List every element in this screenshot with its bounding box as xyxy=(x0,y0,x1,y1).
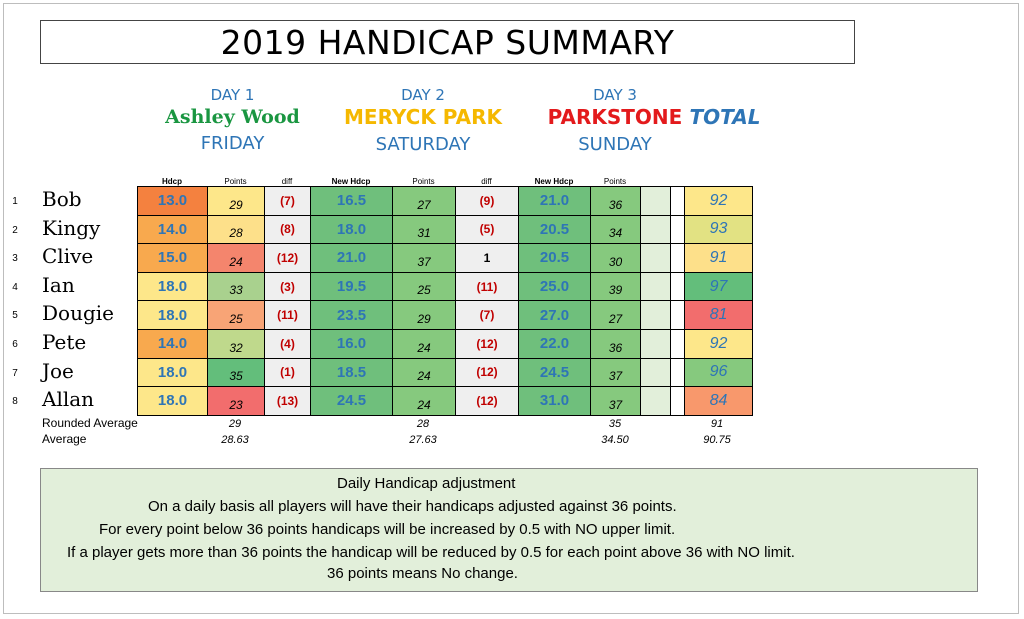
rules-line-4: 36 points means No change. xyxy=(327,565,518,582)
hdcp-cell: 18.0 xyxy=(137,358,208,388)
points-day2-cell: 37 xyxy=(392,243,456,273)
points-day1-cell: 35 xyxy=(207,358,265,388)
points-day3-cell: 37 xyxy=(590,386,641,416)
divider-cell xyxy=(670,243,685,273)
new-hdcp-day3-cell: 20.5 xyxy=(518,215,591,245)
points-day3-cell: 36 xyxy=(590,329,641,359)
points-day1-cell: 28 xyxy=(207,215,265,245)
blank-cell xyxy=(640,186,671,216)
points-day2-cell: 31 xyxy=(392,215,456,245)
hdcp-cell: 18.0 xyxy=(137,272,208,302)
divider-cell xyxy=(670,300,685,330)
total-cell: 81 xyxy=(684,300,753,330)
day3-venue: PARKSTONE xyxy=(547,105,683,129)
diff-day2-cell: (9) xyxy=(455,186,519,216)
day2-venue: MERYCK PARK xyxy=(344,105,502,129)
day2-label: DAY 2 xyxy=(401,86,445,104)
divider-cell xyxy=(670,329,685,359)
day1-header xyxy=(160,86,305,154)
new-hdcp-day3-cell: 25.0 xyxy=(518,272,591,302)
day2-header xyxy=(338,86,508,155)
points-day3-cell: 27 xyxy=(590,300,641,330)
player-name: Joe xyxy=(42,358,74,383)
row-number: 4 xyxy=(12,281,18,293)
handicap-rules-box xyxy=(40,468,978,592)
rounded-average-label: Rounded Average xyxy=(42,416,138,430)
col-header-diff-1: diff xyxy=(281,177,293,186)
rules-line-2: For every point below 36 points handicaps will be increased by 0.5 with NO upper limit. xyxy=(99,521,676,538)
blank-cell xyxy=(640,358,671,388)
points-day1-cell: 32 xyxy=(207,329,265,359)
new-hdcp-day3-cell: 21.0 xyxy=(518,186,591,216)
divider-cell xyxy=(670,386,685,416)
diff-day1-cell: (11) xyxy=(264,300,311,330)
rounded-average-day2: 28 xyxy=(416,418,430,430)
hdcp-cell: 15.0 xyxy=(137,243,208,273)
rounded-average-day1: 29 xyxy=(228,418,242,430)
diff-day1-cell: (7) xyxy=(264,186,311,216)
new-hdcp-day3-cell: 22.0 xyxy=(518,329,591,359)
new-hdcp-day3-cell: 20.5 xyxy=(518,243,591,273)
row-number: 5 xyxy=(12,310,18,322)
divider-cell xyxy=(670,215,685,245)
new-hdcp-day2-cell: 24.5 xyxy=(310,386,393,416)
day1-label: DAY 1 xyxy=(210,86,255,104)
row-number: 2 xyxy=(12,224,18,236)
diff-day1-cell: (8) xyxy=(264,215,311,245)
points-day1-cell: 25 xyxy=(207,300,265,330)
diff-day2-cell: (5) xyxy=(455,215,519,245)
new-hdcp-day3-cell: 27.0 xyxy=(518,300,591,330)
points-day3-cell: 30 xyxy=(590,243,641,273)
player-name: Allan xyxy=(42,387,95,412)
player-name: Ian xyxy=(42,272,75,297)
hdcp-cell: 13.0 xyxy=(137,186,208,216)
col-header-points-2: Points xyxy=(412,177,435,186)
diff-day2-cell: (12) xyxy=(455,358,519,388)
points-day3-cell: 39 xyxy=(590,272,641,302)
total-header: TOTAL xyxy=(689,105,761,129)
col-header-new-hdcp-2: New Hdcp xyxy=(331,177,371,186)
points-day2-cell: 27 xyxy=(392,186,456,216)
row-number: 6 xyxy=(12,339,18,350)
day2-weekday: SATURDAY xyxy=(375,134,471,155)
diff-day2-cell: 1 xyxy=(455,243,519,273)
divider-cell xyxy=(670,272,685,302)
points-day2-cell: 25 xyxy=(392,272,456,302)
row-number: 3 xyxy=(12,253,18,265)
total-cell: 92 xyxy=(684,329,753,359)
hdcp-cell: 18.0 xyxy=(137,300,208,330)
rounded-average-day3: 35 xyxy=(608,418,622,430)
hdcp-cell: 14.0 xyxy=(137,329,208,359)
divider-cell xyxy=(670,358,685,388)
average-day1: 28.63 xyxy=(221,434,249,446)
new-hdcp-day2-cell: 23.5 xyxy=(310,300,393,330)
blank-cell xyxy=(640,386,671,416)
new-hdcp-day3-cell: 24.5 xyxy=(518,358,591,388)
points-day3-cell: 37 xyxy=(590,358,641,388)
title-box xyxy=(40,20,855,64)
row-number: 7 xyxy=(12,367,18,379)
col-header-points-3: Points xyxy=(603,177,627,186)
hdcp-cell: 14.0 xyxy=(137,215,208,245)
new-hdcp-day2-cell: 16.5 xyxy=(310,186,393,216)
new-hdcp-day2-cell: 18.5 xyxy=(310,358,393,388)
handicap-table xyxy=(137,186,752,416)
col-header-new-hdcp-3: New Hdcp xyxy=(534,177,574,186)
average-total: 90.75 xyxy=(703,434,731,446)
new-hdcp-day2-cell: 19.5 xyxy=(310,272,393,302)
diff-day1-cell: (4) xyxy=(264,329,311,359)
day3-header xyxy=(540,86,690,155)
points-day1-cell: 29 xyxy=(207,186,265,216)
total-cell: 91 xyxy=(684,243,753,273)
points-day3-cell: 36 xyxy=(590,186,641,216)
col-header-points-1: Points xyxy=(224,177,247,186)
blank-cell xyxy=(640,272,671,302)
new-hdcp-day2-cell: 21.0 xyxy=(310,243,393,273)
points-day2-cell: 24 xyxy=(392,329,456,359)
total-cell: 96 xyxy=(684,358,753,388)
player-name: Pete xyxy=(42,330,87,354)
day3-label: DAY 3 xyxy=(593,86,637,104)
col-header-hdcp: Hdcp xyxy=(162,177,182,186)
new-hdcp-day2-cell: 18.0 xyxy=(310,215,393,245)
day1-weekday: FRIDAY xyxy=(200,133,265,154)
total-cell: 97 xyxy=(684,272,753,302)
blank-cell xyxy=(640,215,671,245)
total-cell: 93 xyxy=(684,215,753,245)
points-day1-cell: 23 xyxy=(207,386,265,416)
points-day2-cell: 29 xyxy=(392,300,456,330)
hdcp-cell: 18.0 xyxy=(137,386,208,416)
average-label: Average xyxy=(42,432,87,446)
points-day1-cell: 24 xyxy=(207,243,265,273)
rules-line-3: If a player gets more than 36 points the handicap will be reduced by 0.5 for each point above 36 with NO limit. xyxy=(67,544,795,561)
row-number: 8 xyxy=(12,396,18,408)
blank-cell xyxy=(640,243,671,273)
blank-cell xyxy=(640,300,671,330)
diff-day2-cell: (12) xyxy=(455,386,519,416)
rules-line-1: On a daily basis all players will have their handicaps adjusted against 36 points. xyxy=(148,498,677,515)
rounded-average-total: 91 xyxy=(710,418,724,430)
day3-weekday: SUNDAY xyxy=(578,134,652,155)
player-name: Clive xyxy=(42,244,94,269)
blank-cell xyxy=(640,329,671,359)
new-hdcp-day3-cell: 31.0 xyxy=(518,386,591,416)
average-day2: 27.63 xyxy=(409,434,437,446)
player-name: Dougie xyxy=(42,301,114,326)
day1-venue: Ashley Wood xyxy=(165,106,300,128)
diff-day2-cell: (11) xyxy=(455,272,519,302)
diff-day2-cell: (7) xyxy=(455,300,519,330)
diff-day1-cell: (3) xyxy=(264,272,311,302)
total-cell: 92 xyxy=(684,186,753,216)
diff-day1-cell: (1) xyxy=(264,358,311,388)
page-title: 2019 HANDICAP SUMMARY xyxy=(220,23,675,62)
points-day2-cell: 24 xyxy=(392,358,456,388)
diff-day1-cell: (12) xyxy=(264,243,311,273)
points-day3-cell: 34 xyxy=(590,215,641,245)
diff-day1-cell: (13) xyxy=(264,386,311,416)
average-day3: 34.50 xyxy=(601,434,629,446)
player-name: Bob xyxy=(42,187,82,211)
points-day2-cell: 24 xyxy=(392,386,456,416)
points-day1-cell: 33 xyxy=(207,272,265,302)
row-number: 1 xyxy=(12,196,18,207)
diff-day2-cell: (12) xyxy=(455,329,519,359)
new-hdcp-day2-cell: 16.0 xyxy=(310,329,393,359)
col-header-diff-2: diff xyxy=(481,177,492,186)
player-name: Kingy xyxy=(42,215,101,240)
total-cell: 84 xyxy=(684,386,753,416)
divider-cell xyxy=(670,186,685,216)
rules-heading: Daily Handicap adjustment xyxy=(337,475,516,492)
